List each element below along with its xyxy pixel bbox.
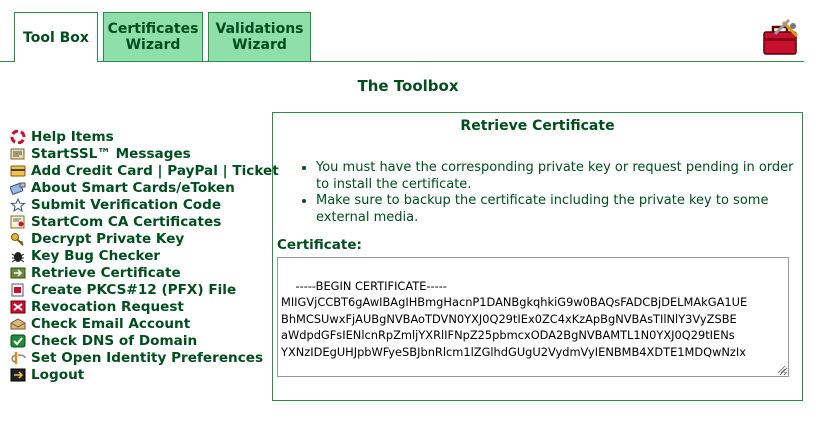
menu-item-label: Check DNS of Domain [31,332,198,349]
lifebuoy-icon [10,130,26,144]
certificate-text: -----BEGIN CERTIFICATE----- MIIGVjCCBT6gAwIBAgIHBmgHacnP1DANBgkqhkiG9w0BAQsFADCBjDELMAkGA1UE BhMCSUwxFjAUBgNVBAoTDVN0YXJ0Q29tIEx0ZC4xKzApBgNVBAsTIlNlY3VyZSBE aWdpdGFsIENlcnRpZmljYXRlIFNpZ25pbmcxODA2BgNVBAMTL1N0YXJ0Q29tIENs YXNzIDEgUHJpbWFyeSBJbnRlcm1lZGlhdGUgU2VydmVyIENBMB4XDTE1MDQwNzIx [281,278,748,359]
menu-item-create-pkcs12[interactable] [10,281,272,298]
key-icon [10,232,26,246]
tab-validations-wizard-label-line2: Wizard [232,37,287,53]
pfx-file-icon [10,283,26,297]
menu-item-key-bug-checker[interactable] [10,247,272,264]
tab-certificates-wizard-label-line2: Wizard [125,37,181,53]
tab-tool-box-label: Tool Box [23,29,89,46]
tab-certificates-wizard[interactable] [103,12,203,61]
certificate-label: Certificate: [277,237,362,253]
tab-divider [0,61,804,62]
menu-item-label: About Smart Cards/eToken [31,179,235,196]
logout-icon [10,368,26,382]
menu-item-check-email-account[interactable] [10,315,272,332]
menu-item-label: StartSSL™ Messages [31,145,191,162]
toolbox-logo-icon [761,18,801,58]
menu-item-startcom-ca-certificates[interactable] [10,213,272,230]
revocation-icon [10,300,26,314]
menu-item-label: Logout [31,366,85,383]
menu-item-label: Revocation Request [31,298,184,315]
tab-bar [0,0,816,62]
menu-item-label: Submit Verification Code [31,196,222,213]
menu-item-label: Check Email Account [31,315,191,332]
instructions-list [273,160,802,226]
email-icon [10,317,26,331]
menu-item-label: Help Items [31,128,114,145]
tab-certificates-wizard-label-line1: Certificates [107,21,199,37]
bug-icon [10,249,26,263]
menu-item-logout[interactable] [10,366,272,383]
messages-icon [10,147,26,161]
resize-grip-icon[interactable] [777,365,786,374]
credit-card-icon [10,164,26,178]
menu-item-set-open-identity[interactable] [10,349,272,366]
instruction-item: • Make sure to backup the certificate including the private key to some external media. [316,193,802,226]
smart-card-icon [10,181,26,195]
menu-item-decrypt-private-key[interactable] [10,230,272,247]
tab-tool-box[interactable] [14,12,98,62]
menu-item-submit-verification-code[interactable] [10,196,272,213]
menu-item-label: Set Open Identity Preferences [31,349,264,366]
menu-item-help-items[interactable] [10,128,272,145]
menu-item-label: Decrypt Private Key [31,230,185,247]
menu-item-label: Retrieve Certificate [31,264,181,281]
certificate-textarea[interactable] [277,257,789,377]
menu-item-label: Add Credit Card | PayPal | Ticket [31,162,279,179]
menu-item-about-smart-cards[interactable] [10,179,272,196]
tab-validations-wizard-label-line1: Validations [215,21,304,37]
openid-icon [10,351,26,365]
menu-item-add-credit-card[interactable] [10,162,279,179]
panel-title: Retrieve Certificate [460,118,615,134]
tab-validations-wizard[interactable] [208,12,311,61]
menu-item-check-dns-of-domain[interactable] [10,332,272,349]
retrieve-icon [10,266,26,280]
retrieve-certificate-panel [272,112,803,401]
dns-icon [10,334,26,348]
toolbox-menu [10,128,279,383]
menu-item-label: StartCom CA Certificates [31,213,222,230]
menu-item-revocation-request[interactable] [10,298,272,315]
page-title: The Toolbox [357,77,459,95]
star-icon [10,198,26,212]
certificate-icon [10,215,26,229]
menu-item-retrieve-certificate[interactable] [10,264,272,281]
menu-item-label: Key Bug Checker [31,247,161,264]
instruction-item: • You must have the corresponding private key or request pending in order to install the certificate. [316,160,802,193]
menu-item-label: Create PKCS#12 (PFX) File [31,281,237,298]
menu-item-startssl-messages[interactable] [10,145,272,162]
